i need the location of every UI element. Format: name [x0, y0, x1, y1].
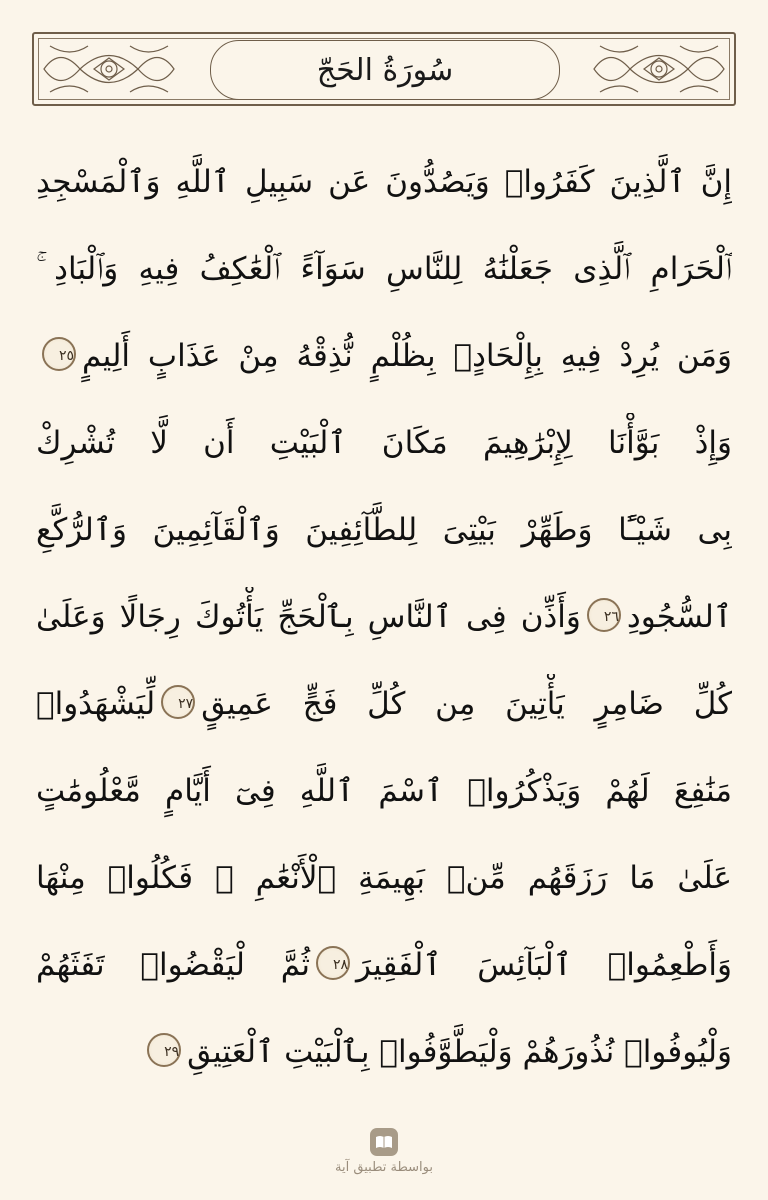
- verse-line-6: ٱلسُّجُودِ٢٦وَأَذِّن فِى ٱلنَّاسِ بِٱلْحَجِّ يَأْتُوكَ رِجَالًا وَعَلَىٰ: [36, 599, 732, 635]
- app-credit-text: بواسطة تطبيق آية: [335, 1160, 433, 1175]
- verse-text-area: [36, 152, 732, 1112]
- quran-app-icon[interactable]: [370, 1128, 398, 1156]
- verse-line-11: وَلْيُوفُوا۟ نُذُورَهُمْ وَلْيَطَّوَّفُوا۟ بِٱلْبَيْتِ ٱلْعَتِيقِ٢٩: [36, 1022, 732, 1082]
- book-icon: [375, 1134, 393, 1150]
- verse-line-3: وَمَن يُرِدْ فِيهِ بِإِلْحَادٍۭ بِظُلْمٍ نُّذِقْهُ مِنْ عَذَابٍ أَلِيمٍ٢٥: [36, 326, 732, 386]
- ayah-number-marker[interactable]: ٢٦: [587, 598, 621, 632]
- ayah-number-marker[interactable]: ٢٥: [42, 337, 76, 371]
- left-ornament-icon: [40, 40, 178, 98]
- verse-line-10: وَأَطْعِمُوا۟ ٱلْبَآئِسَ ٱلْفَقِيرَ٢٨ثُمَّ لْيَقْضُوا۟ تَفَثَهُمْ: [36, 947, 732, 983]
- surah-name: سُورَةُ الحَجّ: [316, 52, 454, 88]
- footer: [0, 1128, 768, 1188]
- ayah-number-marker[interactable]: ٢٧: [161, 685, 195, 719]
- verse-line-2: ٱلْحَرَامِ ٱلَّذِى جَعَلْنَٰهُ لِلنَّاسِ سَوَآءً ٱلْعَٰكِفُ فِيهِ وَٱلْبَادِ ۚ: [36, 251, 732, 287]
- verse-line-8: مَنَٰفِعَ لَهُمْ وَيَذْكُرُوا۟ ٱسْمَ ٱللَّهِ فِىٓ أَيَّامٍ مَّعْلُومَٰتٍ: [36, 773, 732, 809]
- ayah-number-marker[interactable]: ٢٨: [316, 946, 350, 980]
- surah-header-frame: [32, 32, 736, 106]
- verse-line-5: بِى شَيْـًٔا وَطَهِّرْ بَيْتِىَ لِلطَّآئِفِينَ وَٱلْقَآئِمِينَ وَٱلرُّكَّعِ: [36, 512, 732, 548]
- verse-line-7: كُلِّ ضَامِرٍ يَأْتِينَ مِن كُلِّ فَجٍّ عَمِيقٍ٢٧لِّيَشْهَدُوا۟: [36, 686, 732, 722]
- right-ornament-icon: [590, 40, 728, 98]
- verse-line-9: عَلَىٰ مَا رَزَقَهُم مِّنۢ بَهِيمَةِ ٱلْأَنْعَٰمِ ۖ فَكُلُوا۟ مِنْهَا: [36, 860, 732, 896]
- ayah-number-marker[interactable]: ٢٩: [147, 1033, 181, 1067]
- surah-title-cartouche: [210, 40, 560, 100]
- verse-line-4: وَإِذْ بَوَّأْنَا لِإِبْرَٰهِيمَ مَكَانَ ٱلْبَيْتِ أَن لَّا تُشْرِكْ: [36, 425, 732, 461]
- verse-line-1: إِنَّ ٱلَّذِينَ كَفَرُوا۟ وَيَصُدُّونَ عَن سَبِيلِ ٱللَّهِ وَٱلْمَسْجِدِ: [36, 164, 732, 200]
